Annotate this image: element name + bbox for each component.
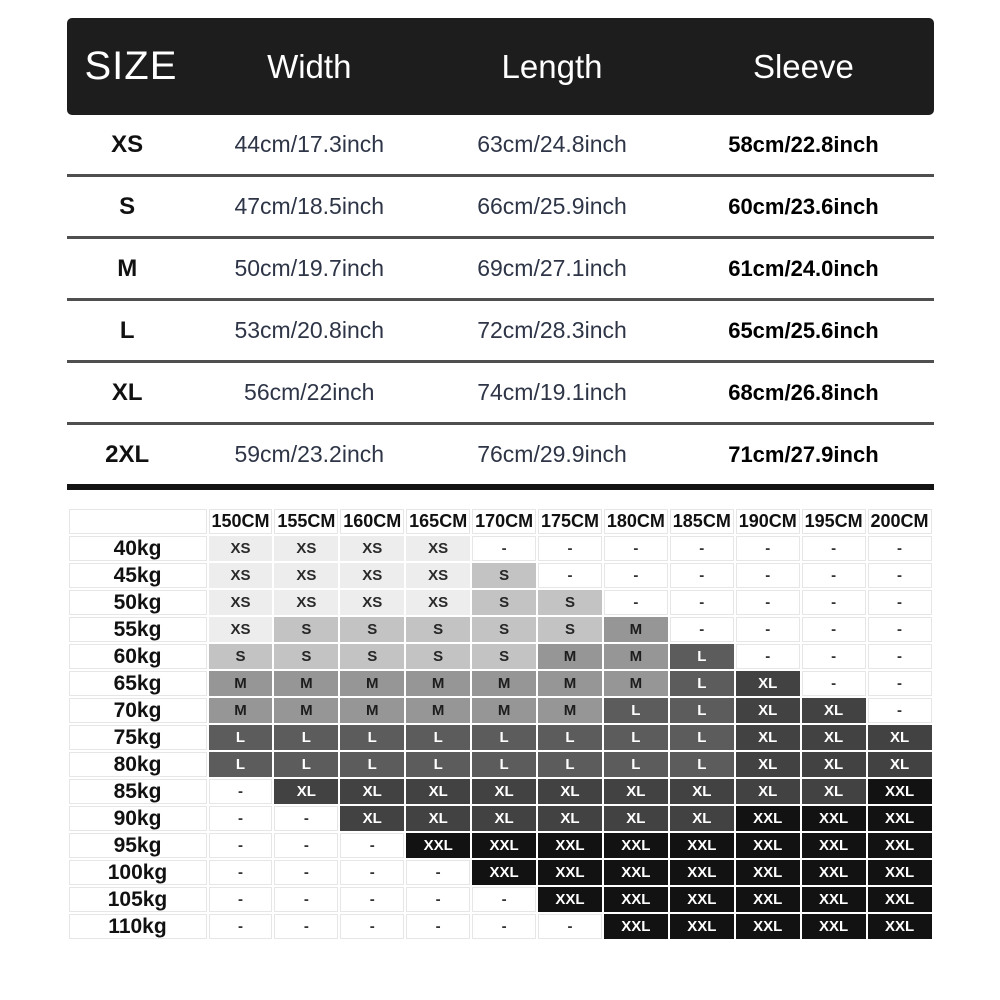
recommended-size-cell: XS <box>209 536 273 561</box>
recommended-size-cell: L <box>406 752 470 777</box>
recommended-size-cell: XXL <box>868 833 932 858</box>
width-cell: 44cm/17.3inch <box>234 131 385 157</box>
width-cell: 47cm/18.5inch <box>234 193 385 219</box>
recommended-size-cell: XL <box>736 698 800 723</box>
matrix-header <box>69 509 932 534</box>
length-cell: 72cm/28.3inch <box>477 317 627 343</box>
recommended-size-cell: XL <box>736 671 800 696</box>
height-header-cell: 185CM <box>670 509 734 534</box>
width-cell: 59cm/23.2inch <box>234 441 385 467</box>
column-header-width: Width <box>267 47 352 85</box>
recommended-size-cell: S <box>538 590 602 615</box>
recommended-size-cell: S <box>340 644 404 669</box>
recommended-size-cell: XL <box>604 806 668 831</box>
recommended-size-cell: XXL <box>802 887 866 912</box>
recommended-size-cell: XXL <box>538 860 602 885</box>
no-size-cell: - <box>340 833 404 858</box>
no-size-cell: - <box>472 914 536 939</box>
recommended-size-cell: L <box>670 698 734 723</box>
recommended-size-cell: XXL <box>604 833 668 858</box>
recommended-size-cell: L <box>670 752 734 777</box>
recommended-size-cell: M <box>406 671 470 696</box>
sleeve-cell: 65cm/25.6inch <box>728 317 879 343</box>
recommended-size-cell: M <box>538 671 602 696</box>
recommended-size-cell: XXL <box>670 833 734 858</box>
matrix-row <box>69 914 932 939</box>
recommended-size-cell: XXL <box>538 887 602 912</box>
no-size-cell: - <box>406 860 470 885</box>
recommended-size-cell: L <box>209 752 273 777</box>
recommended-size-cell: S <box>538 617 602 642</box>
size-cell: XS <box>111 130 144 158</box>
recommended-size-cell: XXL <box>868 779 932 804</box>
matrix-row <box>69 752 932 777</box>
weight-label-cell: 110kg <box>69 914 207 939</box>
size-table-body <box>67 115 934 490</box>
recommended-size-cell: XS <box>406 536 470 561</box>
matrix-row <box>69 563 932 588</box>
recommended-size-cell: XL <box>802 752 866 777</box>
size-table <box>67 18 934 490</box>
recommended-size-cell: XS <box>274 563 338 588</box>
width-cell: 53cm/20.8inch <box>234 317 385 343</box>
recommended-size-cell: XS <box>406 590 470 615</box>
size-table-row <box>67 301 934 363</box>
recommended-size-cell: M <box>604 644 668 669</box>
recommended-size-cell: S <box>209 644 273 669</box>
recommended-size-cell: XS <box>340 563 404 588</box>
recommended-size-cell: M <box>340 671 404 696</box>
width-cell: 50cm/19.7inch <box>234 255 385 281</box>
recommended-size-cell: XL <box>406 806 470 831</box>
size-cell: XL <box>111 378 143 406</box>
recommended-size-cell: XXL <box>802 833 866 858</box>
recommended-size-cell: XXL <box>736 806 800 831</box>
weight-label-cell: 80kg <box>69 752 207 777</box>
recommended-size-cell: M <box>209 698 273 723</box>
recommended-size-cell: XXL <box>472 833 536 858</box>
matrix-row <box>69 536 932 561</box>
recommended-size-cell: XL <box>340 806 404 831</box>
no-size-cell: - <box>736 536 800 561</box>
recommended-size-cell: L <box>340 752 404 777</box>
height-header-cell: 150CM <box>209 509 273 534</box>
size-cell: L <box>119 316 135 344</box>
recommended-size-cell: XL <box>802 698 866 723</box>
recommended-size-cell: XXL <box>538 833 602 858</box>
recommended-size-cell: L <box>406 725 470 750</box>
recommended-size-cell: XL <box>538 806 602 831</box>
no-size-cell: - <box>538 536 602 561</box>
matrix-row <box>69 725 932 750</box>
recommended-size-cell: L <box>274 725 338 750</box>
no-size-cell: - <box>604 563 668 588</box>
size-table-row <box>67 239 934 301</box>
no-size-cell: - <box>802 590 866 615</box>
no-size-cell: - <box>209 833 273 858</box>
recommended-size-cell: M <box>340 698 404 723</box>
weight-label-cell: 85kg <box>69 779 207 804</box>
size-cell: S <box>119 192 136 220</box>
no-size-cell: - <box>472 887 536 912</box>
recommended-size-cell: S <box>274 617 338 642</box>
no-size-cell: - <box>472 536 536 561</box>
weight-label-cell: 40kg <box>69 536 207 561</box>
recommended-size-cell: XL <box>868 725 932 750</box>
recommended-size-cell: S <box>472 563 536 588</box>
recommended-size-cell: XXL <box>868 887 932 912</box>
no-size-cell: - <box>209 779 273 804</box>
recommended-size-cell: XXL <box>868 806 932 831</box>
matrix-row <box>69 860 932 885</box>
sleeve-cell: 68cm/26.8inch <box>728 379 879 405</box>
recommended-size-cell: XXL <box>472 860 536 885</box>
no-size-cell: - <box>209 914 273 939</box>
weight-label-cell: 90kg <box>69 806 207 831</box>
recommended-size-cell: M <box>538 644 602 669</box>
weight-label-cell: 70kg <box>69 698 207 723</box>
matrix-table <box>67 507 934 941</box>
recommended-size-cell: S <box>406 617 470 642</box>
length-cell: 63cm/24.8inch <box>477 131 627 157</box>
matrix-row <box>69 887 932 912</box>
no-size-cell: - <box>868 536 932 561</box>
recommended-size-cell: M <box>406 698 470 723</box>
matrix-row <box>69 671 932 696</box>
recommended-size-cell: L <box>670 644 734 669</box>
recommended-size-cell: S <box>274 644 338 669</box>
recommended-size-cell: L <box>472 725 536 750</box>
weight-label-cell: 65kg <box>69 671 207 696</box>
recommended-size-cell: XL <box>736 779 800 804</box>
recommended-size-cell: XL <box>868 752 932 777</box>
height-weight-matrix <box>67 507 934 941</box>
size-table-row <box>67 363 934 425</box>
recommended-size-cell: L <box>340 725 404 750</box>
height-header-cell: 195CM <box>802 509 866 534</box>
recommended-size-cell: XS <box>340 536 404 561</box>
recommended-size-cell: L <box>670 671 734 696</box>
no-size-cell: - <box>274 806 338 831</box>
no-size-cell: - <box>209 806 273 831</box>
no-size-cell: - <box>868 617 932 642</box>
height-header-cell: 175CM <box>538 509 602 534</box>
no-size-cell: - <box>538 914 602 939</box>
recommended-size-cell: XXL <box>604 887 668 912</box>
recommended-size-cell: L <box>670 725 734 750</box>
matrix-row <box>69 617 932 642</box>
recommended-size-cell: XL <box>406 779 470 804</box>
no-size-cell: - <box>802 563 866 588</box>
recommended-size-cell: XXL <box>736 860 800 885</box>
no-size-cell: - <box>604 590 668 615</box>
no-size-cell: - <box>274 914 338 939</box>
recommended-size-cell: XL <box>802 725 866 750</box>
recommended-size-cell: M <box>472 698 536 723</box>
recommended-size-cell: XXL <box>802 806 866 831</box>
no-size-cell: - <box>868 671 932 696</box>
no-size-cell: - <box>802 617 866 642</box>
no-size-cell: - <box>868 698 932 723</box>
height-header-cell: 190CM <box>736 509 800 534</box>
recommended-size-cell: S <box>472 644 536 669</box>
no-size-cell: - <box>340 887 404 912</box>
recommended-size-cell: L <box>209 725 273 750</box>
recommended-size-cell: XS <box>209 590 273 615</box>
no-size-cell: - <box>538 563 602 588</box>
height-header-cell: 160CM <box>340 509 404 534</box>
sleeve-cell: 58cm/22.8inch <box>728 131 879 157</box>
size-cell: 2XL <box>105 440 150 468</box>
recommended-size-cell: XXL <box>604 860 668 885</box>
weight-label-cell: 95kg <box>69 833 207 858</box>
recommended-size-cell: XS <box>340 590 404 615</box>
recommended-size-cell: L <box>538 752 602 777</box>
recommended-size-cell: XXL <box>802 860 866 885</box>
recommended-size-cell: L <box>538 725 602 750</box>
recommended-size-cell: XXL <box>670 914 734 939</box>
recommended-size-cell: L <box>604 698 668 723</box>
recommended-size-cell: XL <box>670 806 734 831</box>
sleeve-cell: 71cm/27.9inch <box>728 441 879 467</box>
no-size-cell: - <box>736 590 800 615</box>
height-header-cell: 170CM <box>472 509 536 534</box>
weight-label-cell: 75kg <box>69 725 207 750</box>
recommended-size-cell: M <box>274 698 338 723</box>
no-size-cell: - <box>736 563 800 588</box>
recommended-size-cell: XXL <box>736 833 800 858</box>
no-size-cell: - <box>209 887 273 912</box>
size-table-row <box>67 425 934 490</box>
recommended-size-cell: XL <box>736 752 800 777</box>
column-header-sleeve: Sleeve <box>752 47 854 85</box>
no-size-cell: - <box>274 833 338 858</box>
length-cell: 74cm/19.1inch <box>477 379 627 405</box>
recommended-size-cell: M <box>209 671 273 696</box>
recommended-size-cell: XXL <box>802 914 866 939</box>
height-header-cell: 180CM <box>604 509 668 534</box>
weight-label-cell: 100kg <box>69 860 207 885</box>
recommended-size-cell: XXL <box>736 887 800 912</box>
recommended-size-cell: L <box>472 752 536 777</box>
height-header-cell: 165CM <box>406 509 470 534</box>
no-size-cell: - <box>274 887 338 912</box>
recommended-size-cell: L <box>604 725 668 750</box>
recommended-size-cell: XL <box>670 779 734 804</box>
weight-label-cell: 55kg <box>69 617 207 642</box>
size-table-row <box>67 177 934 239</box>
no-size-cell: - <box>802 671 866 696</box>
size-table-row <box>67 115 934 177</box>
no-size-cell: - <box>406 914 470 939</box>
recommended-size-cell: XL <box>472 779 536 804</box>
recommended-size-cell: XL <box>538 779 602 804</box>
recommended-size-cell: XXL <box>868 860 932 885</box>
size-cell: M <box>117 254 138 282</box>
no-size-cell: - <box>670 590 734 615</box>
recommended-size-cell: XS <box>274 536 338 561</box>
width-cell: 56cm/22inch <box>244 379 375 405</box>
recommended-size-cell: XL <box>736 725 800 750</box>
no-size-cell: - <box>736 644 800 669</box>
weight-label-cell: 45kg <box>69 563 207 588</box>
matrix-row <box>69 779 932 804</box>
matrix-row <box>69 644 932 669</box>
size-table-header <box>67 18 934 115</box>
no-size-cell: - <box>670 563 734 588</box>
recommended-size-cell: XXL <box>406 833 470 858</box>
recommended-size-cell: M <box>274 671 338 696</box>
no-size-cell: - <box>802 536 866 561</box>
matrix-row <box>69 806 932 831</box>
recommended-size-cell: XS <box>274 590 338 615</box>
recommended-size-cell: XS <box>406 563 470 588</box>
recommended-size-cell: XL <box>340 779 404 804</box>
no-size-cell: - <box>274 860 338 885</box>
recommended-size-cell: XL <box>802 779 866 804</box>
recommended-size-cell: M <box>604 671 668 696</box>
recommended-size-cell: S <box>340 617 404 642</box>
matrix-corner-cell <box>69 509 207 534</box>
recommended-size-cell: XXL <box>868 914 932 939</box>
weight-label-cell: 50kg <box>69 590 207 615</box>
recommended-size-cell: XXL <box>736 914 800 939</box>
no-size-cell: - <box>340 914 404 939</box>
no-size-cell: - <box>340 860 404 885</box>
matrix-row <box>69 833 932 858</box>
weight-label-cell: 60kg <box>69 644 207 669</box>
recommended-size-cell: XL <box>274 779 338 804</box>
no-size-cell: - <box>868 644 932 669</box>
recommended-size-cell: S <box>472 590 536 615</box>
height-header-cell: 155CM <box>274 509 338 534</box>
matrix-row <box>69 698 932 723</box>
length-cell: 76cm/29.9inch <box>477 441 627 467</box>
recommended-size-cell: M <box>472 671 536 696</box>
weight-label-cell: 105kg <box>69 887 207 912</box>
recommended-size-cell: XL <box>472 806 536 831</box>
no-size-cell: - <box>736 617 800 642</box>
no-size-cell: - <box>670 536 734 561</box>
no-size-cell: - <box>868 590 932 615</box>
recommended-size-cell: L <box>604 752 668 777</box>
length-cell: 69cm/27.1inch <box>477 255 627 281</box>
recommended-size-cell: XXL <box>670 887 734 912</box>
sleeve-cell: 60cm/23.6inch <box>728 193 879 219</box>
recommended-size-cell: M <box>538 698 602 723</box>
no-size-cell: - <box>406 887 470 912</box>
size-chart-page <box>67 0 934 941</box>
recommended-size-cell: XS <box>209 617 273 642</box>
recommended-size-cell: M <box>604 617 668 642</box>
recommended-size-cell: S <box>406 644 470 669</box>
no-size-cell: - <box>670 617 734 642</box>
matrix-header-row <box>69 509 932 534</box>
no-size-cell: - <box>604 536 668 561</box>
sleeve-cell: 61cm/24.0inch <box>728 255 879 281</box>
matrix-body <box>69 536 932 939</box>
height-header-cell: 200CM <box>868 509 932 534</box>
recommended-size-cell: XS <box>209 563 273 588</box>
no-size-cell: - <box>802 644 866 669</box>
column-header-length: Length <box>501 47 603 85</box>
recommended-size-cell: XXL <box>670 860 734 885</box>
recommended-size-cell: XXL <box>604 914 668 939</box>
no-size-cell: - <box>209 860 273 885</box>
recommended-size-cell: XL <box>604 779 668 804</box>
column-header-size: SIZE <box>84 44 178 88</box>
no-size-cell: - <box>868 563 932 588</box>
recommended-size-cell: S <box>472 617 536 642</box>
matrix-row <box>69 590 932 615</box>
length-cell: 66cm/25.9inch <box>477 193 627 219</box>
recommended-size-cell: L <box>274 752 338 777</box>
